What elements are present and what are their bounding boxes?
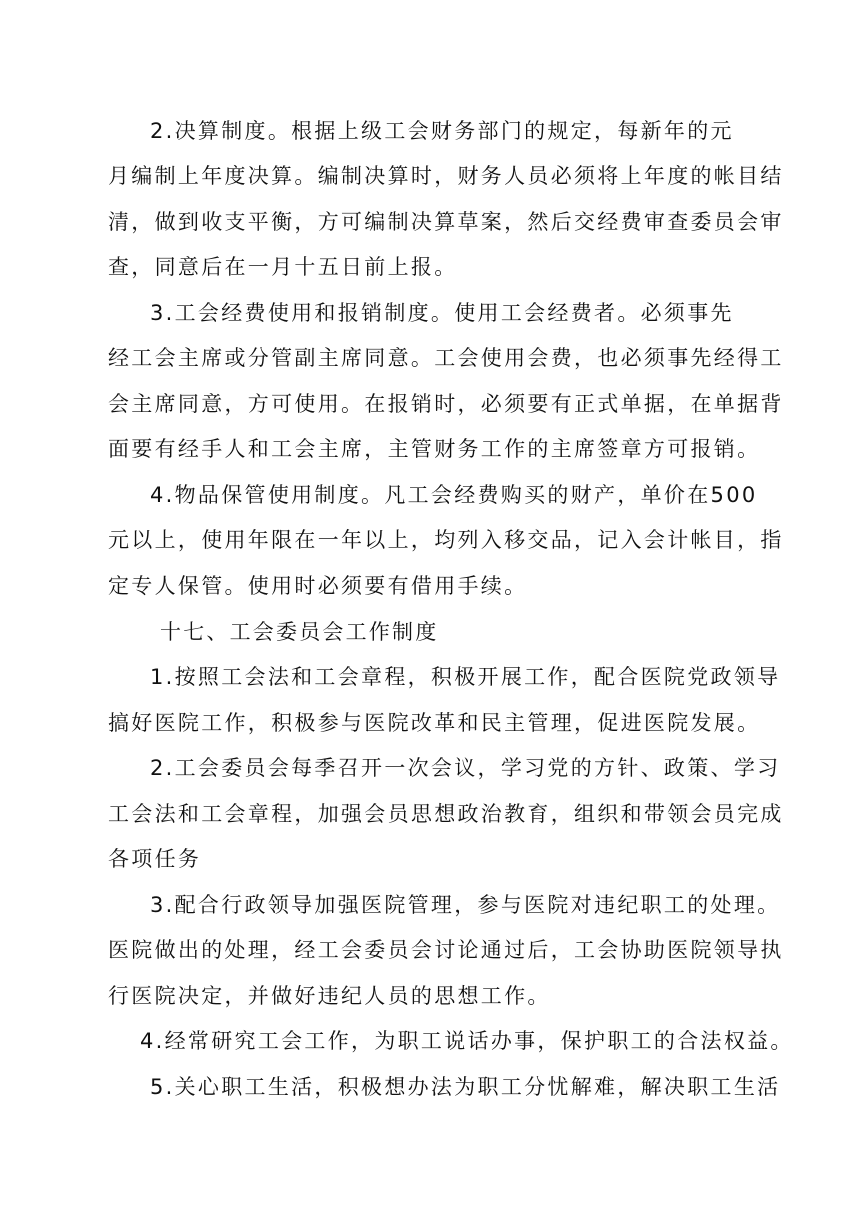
- text-line: 面要有经手人和工会主席，主管财务工作的主席签章方可报销。: [108, 437, 761, 461]
- text-line: 4.物品保管使用制度。凡工会经费购买的财产，单价在500: [150, 483, 758, 507]
- text-line: 工会法和工会章程，加强会员思想政治教育，组织和带领会员完成: [108, 802, 784, 826]
- text-line: 5.关心职工生活，积极想办法为职工分忧解难，解决职工生活: [150, 1075, 781, 1099]
- text-line: 2.工会委员会每季召开一次会议，学习党的方针、政策、学习: [150, 756, 781, 780]
- text-line: 4.经常研究工会工作，为职工说话办事，保护职工的合法权益。: [140, 1029, 794, 1053]
- text-line: 月编制上年度决算。编制决算时，财务人员必须将上年度的帐目结: [108, 164, 784, 188]
- text-line: 查，同意后在一月十五日前上报。: [108, 255, 458, 279]
- text-line: 定专人保管。使用时必须要有借用手续。: [108, 574, 528, 598]
- text-line: 1.按照工会法和工会章程，积极开展工作，配合医院党政领导: [150, 665, 781, 689]
- text-line: 元以上，使用年限在一年以上，均列入移交品，记入会计帐目，指: [108, 528, 784, 552]
- text-line: 经工会主席或分管副主席同意。工会使用会费，也必须事先经得工: [108, 346, 784, 370]
- text-line: 3.配合行政领导加强医院管理，参与医院对违纪职工的处理。: [150, 893, 781, 917]
- text-line: 医院做出的处理，经工会委员会讨论通过后，工会协助医院领导执: [108, 938, 784, 962]
- text-line: 各项任务: [108, 847, 202, 871]
- text-line: 行医院决定，并做好违纪人员的思想工作。: [108, 984, 551, 1008]
- text-line: 搞好医院工作，积极参与医院改革和民主管理，促进医院发展。: [108, 711, 761, 735]
- section-heading: 十七、工会委员会工作制度: [160, 620, 439, 644]
- text-line: 清，做到收支平衡，方可编制决算草案，然后交经费审查委员会审: [108, 210, 784, 234]
- text-line: 会主席同意，方可使用。在报销时，必须要有正式单据，在单据背: [108, 392, 784, 416]
- text-line: 3.工会经费使用和报销制度。使用工会经费者。必须事先: [150, 301, 734, 325]
- text-line: 2.决算制度。根据上级工会财务部门的规定，每新年的元: [150, 119, 734, 143]
